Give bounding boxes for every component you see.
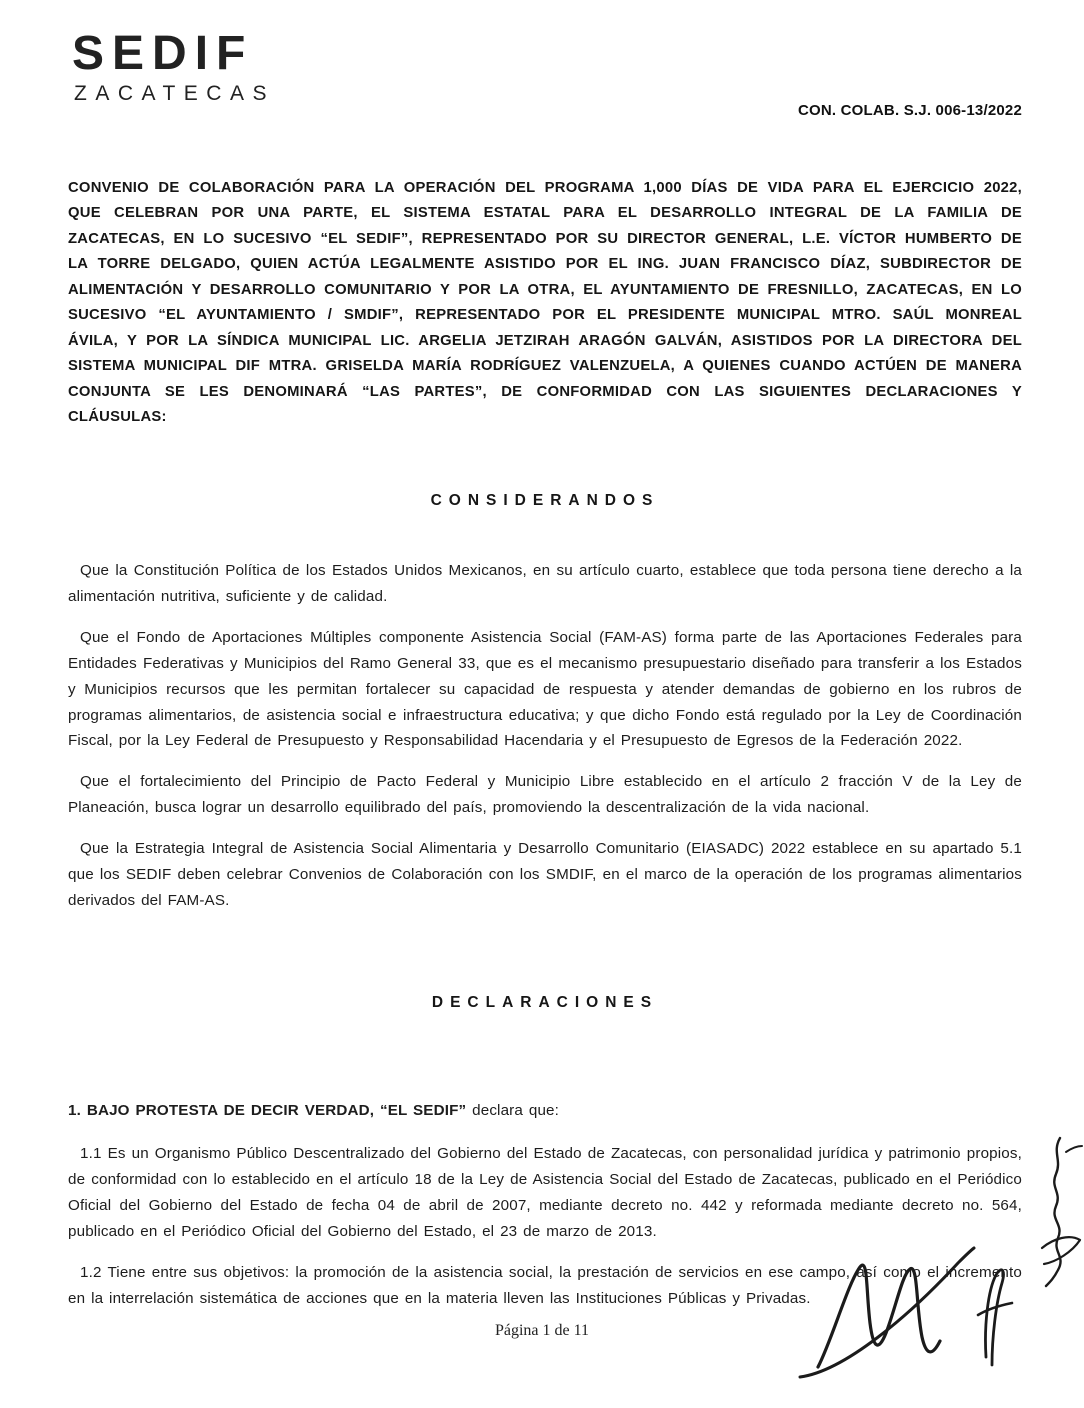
declaracion-1-title-bold: 1. BAJO PROTESTA DE DECIR VERDAD, “EL SEDIF”: [68, 1101, 467, 1119]
considerando-paragraph: Que la Estrategia Integral de Asistencia Social Alimentaria y Desarrollo Comunitario (EIASADC) 2022 establece en su apartado 5.1 que los SEDIF deben celebrar Convenios de Colaboración con los SMDIF, en el marco de la operación de los programas alimentarios derivados del FAM-AS.: [68, 839, 1022, 909]
declaraciones-heading: DECLARACIONES: [431, 993, 659, 1011]
considerando-paragraph: Que el Fondo de Aportaciones Múltiples componente Asistencia Social (FAM-AS) forma parte de las Aportaciones Federales para Entidades Federativas y Municipios del Ramo General 33, que es el mecanismo presupuestario diseñado para transferir a los Estados y Municipios recursos que les permitan fortalecer su capacidad de respuesta y atender demandas de gobierno en los rubros de programas alimentarios, de asistencia social e infraestructura educativa; y que dicho Fondo está regulado por la Ley de Coordinación Fiscal, por la Ley Federal de Presupuesto y Responsabilidad Hacendaria y el Presupuesto de Egresos de la Federación 2022.: [68, 629, 1022, 750]
sedif-logo: [68, 27, 1022, 106]
signature-scribble-main: [790, 1245, 1030, 1385]
document-header: [68, 27, 1022, 142]
declaracion-1-title: [68, 1098, 1022, 1124]
signature-scribble-margin: [1022, 1130, 1084, 1290]
page-number: Página 1 de 11: [494, 1322, 590, 1339]
logo-title: SEDIF: [72, 27, 254, 80]
considerando-paragraph: Que el fortalecimiento del Principio de Pacto Federal y Municipio Libre establecido en el artículo 2 fracción V de la Ley de Planeación, busca lograr un desarrollo equilibrado del país, promoviendo la descentralización de la vida nacional.: [68, 773, 1022, 817]
considerando-paragraph: Que la Constitución Política de los Estados Unidos Mexicanos, en su artículo cuarto, establece que toda persona tiene derecho a la alimentación nutritiva, suficiente y de calidad.: [68, 562, 1022, 606]
considerandos-heading: CONSIDERANDOS: [430, 492, 660, 510]
declaracion-1-title-rest: declara que:: [466, 1101, 560, 1119]
intro-paragraph: CONVENIO DE COLABORACIÓN PARA LA OPERACIÓN DEL PROGRAMA 1,000 DÍAS DE VIDA PARA EL EJERCICIO 2022, QUE CELEBRAN POR UNA PARTE, EL SISTEMA ESTATAL PARA EL DESARROLLO INTEGRAL DE LA FAMILIA DE ZACATECAS, EN LO SUCESIVO “EL SEDIF”, REPRESENTADO POR SU DIRECTOR GENERAL, L.E. VÍCTOR HUMBERTO DE LA TORRE DELGADO, QUIEN ACTÚA LEGALMENTE ASISTIDO POR EL ING. JUAN FRANCISCO DÍAZ, SUBDIRECTOR DE ALIMENTACIÓN Y DESARROLLO COMUNITARIO Y POR LA OTRA, EL AYUNTAMIENTO DE FRESNILLO, ZACATECAS, EN LO SUCESIVO “EL AYUNTAMIENTO / SMDIF”, REPRESENTADO POR EL PRESIDENTE MUNICIPAL MTRO. SAÚL MONREAL ÁVILA, Y POR LA SÍNDICA MUNICIPAL LIC. ARGELIA JETZIRAH ARAGÓN GALVÁN, ASISTIDOS POR LA DIRECTORA DEL SISTEMA MUNICIPAL DIF MTRA. GRISELDA MARÍA RODRÍGUEZ VALENZUELA, A QUIENES CUANDO ACTÚEN DE MANERA CONJUNTA SE LES DENOMINARÁ “LAS PARTES”, DE CONFORMIDAD CON LAS SIGUIENTES DECLARACIONES Y CLÁUSULAS:: [68, 180, 1022, 425]
declaracion-paragraph: 1.2 Tiene entre sus objetivos: la promoción de la asistencia social, la prestación de servicios en ese campo, así como el incremento en la interrelación sistemática de acciones que en la materia lleven las Instituciones Públicas y Privadas.: [68, 1263, 1022, 1307]
logo-subtitle: ZACATECAS: [74, 82, 275, 105]
declaracion-paragraph: 1.1 Es un Organismo Público Descentralizado del Gobierno del Estado de Zacatecas, con personalidad jurídica y patrimonio propios, de conformidad con lo establecido en el artículo 18 de la Ley de Asistencia Social del Estado de Zacatecas, publicado en el Periódico Oficial del Gobierno del Estado de fecha 04 de abril de 2007, mediante decreto no. 442 y reformada mediante decreto no. 564, publicado en el Periódico Oficial del Gobierno del Estado, el 23 de marzo de 2013.: [68, 1145, 1022, 1240]
document-reference-number: CON. COLAB. S.J. 006-13/2022: [797, 102, 1022, 119]
considerandos-section: [68, 558, 1022, 913]
